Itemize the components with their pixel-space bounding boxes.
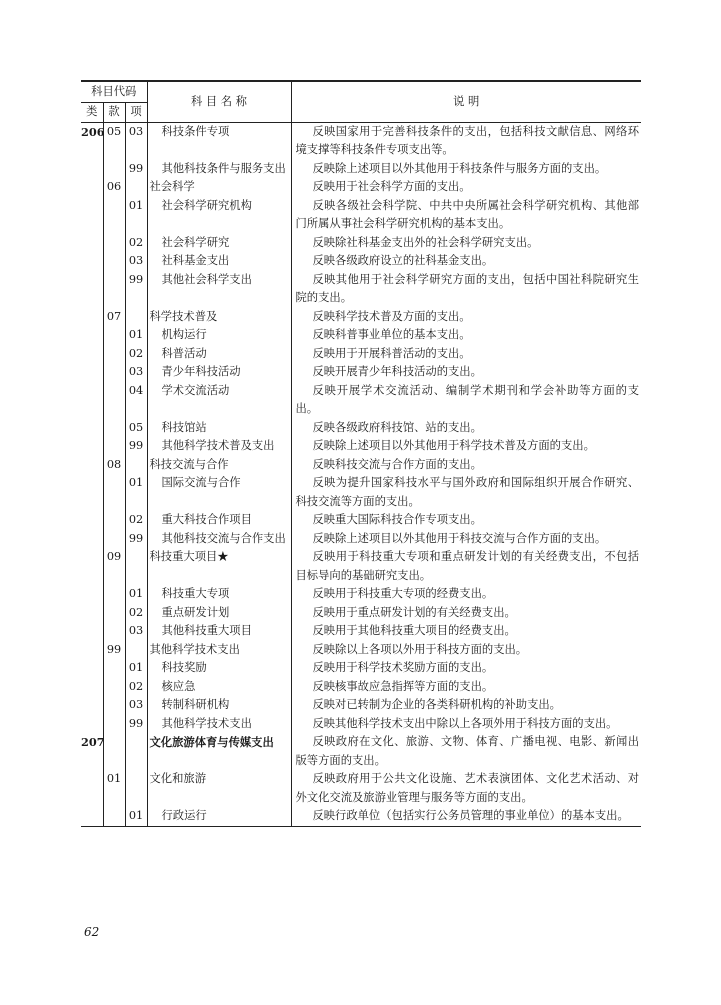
cell-lei: [81, 178, 103, 197]
cell-kuan: [103, 807, 125, 826]
table-row: [81, 733, 641, 770]
table-row: [81, 474, 641, 511]
cell-lei: [81, 696, 103, 715]
cell-description: 反映国家用于完善科技条件的支出，包括科技文献信息、网络环境支撑等科技条件专项支出等。: [295, 124, 639, 156]
table-row: [81, 252, 641, 271]
cell-kuan: 99: [103, 641, 125, 660]
header-code-group: 科目代码: [81, 81, 147, 103]
table-row: [81, 715, 641, 734]
header-subject-name: 科 目 名 称: [147, 81, 291, 122]
header-xiang: 项: [125, 103, 147, 123]
table-row: [81, 234, 641, 253]
table-header: [81, 81, 641, 122]
cell-kuan: [103, 604, 125, 623]
cell-kuan: [103, 511, 125, 530]
cell-subject-name: 社会科学研究机构: [147, 197, 291, 234]
cell-subject-name: 青少年科技活动: [147, 363, 291, 382]
cell-description: 反映各级政府设立的社科基金支出。: [312, 254, 494, 267]
cell-lei: [81, 419, 103, 438]
cell-lei: [81, 474, 103, 511]
cell-description: 反映科普事业单位的基本支出。: [312, 328, 471, 341]
cell-xiang: 03: [125, 122, 147, 160]
table-row: [81, 604, 641, 623]
table-row: [81, 659, 641, 678]
table-row: [81, 197, 641, 234]
cell-xiang: 01: [125, 326, 147, 345]
cell-kuan: [103, 345, 125, 364]
cell-subject-name: 科技馆站: [147, 419, 291, 438]
cell-description: 反映用于科技重大专项和重点研发计划的有关经费支出，不包括目标导向的基础研究支出。: [295, 550, 639, 582]
cell-kuan: 05: [103, 122, 125, 160]
table-row: [81, 345, 641, 364]
cell-subject-name: 其他社会科学支出: [147, 271, 291, 308]
cell-description: 反映科技交流与合作方面的支出。: [312, 457, 482, 471]
cell-kuan: [103, 715, 125, 734]
cell-description: 反映用于开展科普活动的支出。: [312, 346, 471, 360]
cell-subject-name: 科普活动: [147, 345, 291, 364]
cell-kuan: [103, 326, 125, 345]
table-row: [81, 326, 641, 345]
cell-description: 反映行政单位（包括实行公务员管理的事业单位）的基本支出。: [291, 807, 641, 826]
cell-subject-name: 科技重大专项: [147, 585, 291, 604]
table-body: [81, 122, 641, 826]
cell-xiang: 02: [125, 345, 147, 364]
table-row: [81, 585, 641, 604]
cell-lei: [81, 622, 103, 641]
cell-kuan: [103, 733, 125, 770]
cell-lei: 206: [81, 122, 103, 160]
cell-lei: [81, 271, 103, 308]
cell-lei: [81, 382, 103, 419]
cell-lei: [81, 160, 103, 179]
cell-subject-name: 其他科学技术支出: [147, 641, 291, 660]
cell-description: 反映重大国际科技合作专项支出。: [312, 513, 482, 526]
cell-xiang: 99: [125, 530, 147, 549]
cell-xiang: 01: [125, 197, 147, 234]
cell-kuan: [103, 160, 125, 179]
cell-lei: [81, 807, 103, 826]
cell-lei: [81, 715, 103, 734]
cell-subject-name: 社会科学: [147, 178, 291, 197]
cell-kuan: 07: [103, 308, 125, 327]
cell-lei: [81, 252, 103, 271]
cell-lei: [81, 604, 103, 623]
cell-xiang: [125, 308, 147, 327]
cell-description: 反映政府用于公共文化设施、艺术表演团体、文化艺术活动、对外文化交流及旅游业管理与服务等方面的支出。: [295, 772, 639, 804]
cell-kuan: 06: [103, 178, 125, 197]
table-row: [81, 678, 641, 697]
cell-xiang: 03: [125, 622, 147, 641]
cell-subject-name: 社会科学研究: [147, 234, 291, 253]
cell-lei: [81, 659, 103, 678]
header-lei: 类: [81, 103, 103, 123]
cell-description: 反映用于重点研发计划的有关经费支出。: [312, 605, 516, 619]
cell-description: 反映开展学术交流活动、编制学术期刊和学会补助等方面的支出。: [295, 383, 639, 415]
cell-description: 反映各级政府科技馆、站的支出。: [312, 420, 482, 434]
cell-xiang: [125, 641, 147, 660]
cell-xiang: 01: [125, 474, 147, 511]
cell-subject-name: 科技条件专项: [147, 122, 291, 160]
cell-lei: [81, 197, 103, 234]
cell-xiang: 01: [125, 659, 147, 678]
cell-kuan: [103, 696, 125, 715]
cell-subject-name: 其他科技重大项目: [147, 622, 291, 641]
cell-description: 反映其他科学技术支出中除以上各项外用于科技方面的支出。: [312, 716, 618, 730]
cell-subject-name: 其他科技交流与合作支出: [147, 530, 291, 549]
cell-subject-name: 其他科学技术支出: [147, 715, 291, 734]
cell-xiang: [125, 548, 147, 585]
budget-subject-table-page: [81, 80, 641, 827]
cell-lei: [81, 456, 103, 475]
cell-subject-name: 重大科技合作项目: [147, 511, 291, 530]
cell-description: 反映各级社会科学院、中共中央所属社会科学研究机构、其他部门所属从事社会科学研究机构的基本支出。: [295, 198, 639, 230]
cell-xiang: 03: [125, 696, 147, 715]
cell-lei: [81, 511, 103, 530]
cell-kuan: [103, 382, 125, 419]
cell-subject-name: 文化旅游体育与传媒支出: [147, 733, 291, 770]
cell-xiang: 03: [125, 252, 147, 271]
cell-kuan: [103, 419, 125, 438]
cell-description: 反映政府在文化、旅游、文物、体育、广播电视、电影、新闻出版等方面的支出。: [295, 735, 639, 767]
cell-kuan: [103, 678, 125, 697]
cell-description: 反映科学技术普及方面的支出。: [312, 309, 471, 323]
table-row: [81, 308, 641, 327]
cell-subject-name: 科技重大项目★: [147, 548, 291, 585]
table-row: [81, 456, 641, 475]
cell-description: 反映对已转制为企业的各类科研机构的补助支出。: [312, 698, 561, 711]
cell-lei: [81, 345, 103, 364]
cell-kuan: [103, 234, 125, 253]
cell-description: 反映用于科学技术奖励方面的支出。: [312, 661, 494, 674]
cell-xiang: 01: [125, 807, 147, 826]
header-description: 说 明: [291, 81, 641, 122]
cell-subject-name: 科技交流与合作: [147, 456, 291, 475]
cell-lei: [81, 585, 103, 604]
cell-lei: [81, 437, 103, 456]
cell-lei: [81, 234, 103, 253]
table-row: [81, 548, 641, 585]
cell-xiang: [125, 178, 147, 197]
cell-xiang: 99: [125, 160, 147, 179]
cell-xiang: 99: [125, 715, 147, 734]
table-row: [81, 271, 641, 308]
cell-xiang: [125, 770, 147, 807]
table-row: [81, 363, 641, 382]
table-row: [81, 641, 641, 660]
cell-xiang: 02: [125, 234, 147, 253]
cell-description: 反映开展青少年科技活动的支出。: [312, 365, 482, 378]
table-row: [81, 530, 641, 549]
cell-xiang: 99: [125, 437, 147, 456]
cell-lei: [81, 326, 103, 345]
cell-kuan: 09: [103, 548, 125, 585]
cell-kuan: [103, 271, 125, 308]
cell-xiang: 05: [125, 419, 147, 438]
cell-xiang: 99: [125, 271, 147, 308]
cell-xiang: 02: [125, 511, 147, 530]
cell-subject-name: 学术交流活动: [147, 382, 291, 419]
cell-lei: [81, 363, 103, 382]
cell-kuan: [103, 437, 125, 456]
cell-kuan: 08: [103, 456, 125, 475]
cell-subject-name: 社科基金支出: [147, 252, 291, 271]
cell-description: 反映除社科基金支出外的社会科学研究支出。: [312, 235, 539, 249]
cell-xiang: 02: [125, 604, 147, 623]
cell-kuan: [103, 252, 125, 271]
cell-lei: [81, 548, 103, 585]
cell-xiang: 04: [125, 382, 147, 419]
cell-description: 反映除上述项目以外其他用于科技条件与服务方面的支出。: [312, 161, 607, 175]
table-row: [81, 770, 641, 807]
cell-subject-name: 机构运行: [147, 326, 291, 345]
cell-lei: [81, 641, 103, 660]
cell-subject-name: 其他科学技术普及支出: [147, 437, 291, 456]
cell-lei: [81, 770, 103, 807]
table-row: [81, 122, 641, 160]
cell-description: 反映其他用于社会科学研究方面的支出，包括中国社科院研究生院的支出。: [295, 272, 639, 304]
cell-lei: [81, 530, 103, 549]
cell-subject-name: 文化和旅游: [147, 770, 291, 807]
cell-kuan: [103, 659, 125, 678]
cell-description: 反映除上述项目以外其他用于科技交流与合作方面的支出。: [312, 531, 607, 545]
table-row: [81, 511, 641, 530]
cell-xiang: 02: [125, 678, 147, 697]
table-row: [81, 437, 641, 456]
cell-subject-name: 行政运行: [147, 807, 291, 826]
cell-lei: [81, 308, 103, 327]
cell-subject-name: 其他科技条件与服务支出: [147, 160, 291, 179]
cell-description: 反映除以上各项以外用于科技方面的支出。: [312, 642, 528, 656]
cell-lei: [81, 678, 103, 697]
cell-description: 反映为提升国家科技水平与国外政府和国际组织开展合作研究、科技交流等方面的支出。: [295, 476, 639, 508]
cell-description: 反映用于科技重大专项的经费支出。: [312, 587, 494, 600]
cell-xiang: 03: [125, 363, 147, 382]
cell-xiang: [125, 733, 147, 770]
cell-description: 反映核事故应急指挥等方面的支出。: [312, 679, 494, 693]
cell-subject-name: 国际交流与合作: [147, 474, 291, 511]
cell-kuan: [103, 622, 125, 641]
cell-subject-name: 重点研发计划: [147, 604, 291, 623]
cell-description: 反映用于社会科学方面的支出。: [312, 180, 471, 193]
cell-subject-name: 科技奖励: [147, 659, 291, 678]
cell-description: 反映用于其他科技重大项目的经费支出。: [312, 624, 516, 637]
table-row: [81, 696, 641, 715]
cell-lei: 207: [81, 733, 103, 770]
cell-kuan: [103, 530, 125, 549]
header-kuan: 款: [103, 103, 125, 123]
cell-xiang: [125, 456, 147, 475]
table-row: [81, 807, 641, 826]
budget-subject-table: [81, 80, 641, 827]
cell-kuan: [103, 363, 125, 382]
cell-description: 反映除上述项目以外其他用于科学技术普及方面的支出。: [312, 439, 595, 452]
table-row: [81, 178, 641, 197]
table-row: [81, 160, 641, 179]
cell-kuan: [103, 197, 125, 234]
cell-xiang: 01: [125, 585, 147, 604]
cell-kuan: 01: [103, 770, 125, 807]
cell-subject-name: 核应急: [147, 678, 291, 697]
table-row: [81, 622, 641, 641]
cell-kuan: [103, 585, 125, 604]
page-number: 62: [84, 925, 100, 939]
cell-subject-name: 转制科研机构: [147, 696, 291, 715]
cell-subject-name: 科学技术普及: [147, 308, 291, 327]
cell-kuan: [103, 474, 125, 511]
table-row: [81, 382, 641, 419]
table-row: [81, 419, 641, 438]
